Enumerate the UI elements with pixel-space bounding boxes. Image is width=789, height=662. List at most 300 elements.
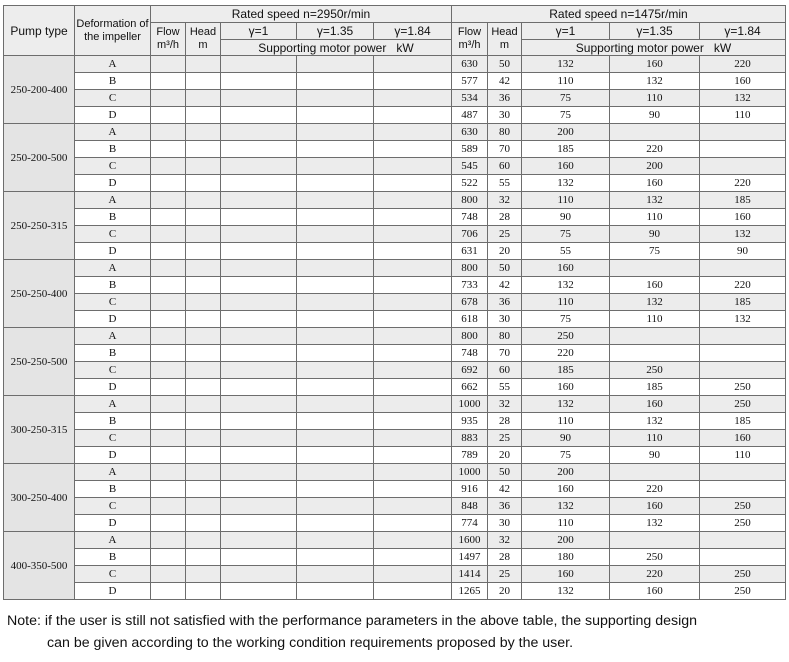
head-1475-cell: 80	[488, 124, 522, 141]
head-1475-cell: 32	[488, 192, 522, 209]
power-gamma-184-2950-cell	[374, 549, 452, 566]
power-gamma-135-1475-cell: 75	[610, 243, 700, 260]
deformation-cell: D	[75, 515, 151, 532]
power-gamma-1-1475-cell: 132	[522, 56, 610, 73]
flow-2950-cell	[151, 311, 186, 328]
deformation-cell: A	[75, 56, 151, 73]
flow-2950-cell	[151, 56, 186, 73]
power-gamma-1-1475-cell: 132	[522, 175, 610, 192]
power-gamma-1-1475-cell: 160	[522, 158, 610, 175]
table-row	[4, 515, 786, 532]
flow-2950-cell	[151, 583, 186, 600]
power-unit: kW	[396, 40, 414, 55]
rated-speed-label: Rated speed	[231, 7, 300, 21]
flow-1475-cell: 800	[452, 260, 488, 277]
head-2950-cell	[186, 447, 221, 464]
power-gamma-135-1475-cell	[610, 464, 700, 481]
head-2950-cell	[186, 56, 221, 73]
power-gamma-184-1475-cell	[700, 464, 786, 481]
power-gamma-135-1475-cell: 132	[610, 413, 700, 430]
deformation-cell: C	[75, 362, 151, 379]
deformation-cell: C	[75, 158, 151, 175]
power-gamma-1-1475-cell: 132	[522, 498, 610, 515]
table-row	[4, 294, 786, 311]
flow-1475-cell: 545	[452, 158, 488, 175]
power-gamma-1-2950-cell	[221, 73, 297, 90]
deformation-cell: C	[75, 90, 151, 107]
power-gamma-135-2950-cell	[297, 362, 374, 379]
supporting-power-label: Supporting motor power	[258, 40, 387, 55]
power-gamma-135-1475-cell: 160	[610, 56, 700, 73]
head-2950-cell	[186, 549, 221, 566]
table-row	[4, 345, 786, 362]
flow-1475-cell: 733	[452, 277, 488, 294]
flow-1475-cell: 916	[452, 481, 488, 498]
power-gamma-1-1475-cell: 160	[522, 566, 610, 583]
power-gamma-135-2950-cell	[297, 532, 374, 549]
power-gamma-135-2950-cell	[297, 56, 374, 73]
head-2950-cell	[186, 73, 221, 90]
flow-2950-cell	[151, 481, 186, 498]
head-label: Head	[189, 26, 217, 38]
power-gamma-1-1475-cell: 110	[522, 73, 610, 90]
power-gamma-135-1475-cell: 185	[610, 379, 700, 396]
power-gamma-184-2950-cell	[374, 566, 452, 583]
power-gamma-1-2950-cell	[221, 413, 297, 430]
power-gamma-184-2950-cell	[374, 56, 452, 73]
power-gamma-135-1475-cell: 110	[610, 90, 700, 107]
deformation-cell: B	[75, 277, 151, 294]
table-row	[4, 532, 786, 549]
head-1475-cell: 60	[488, 362, 522, 379]
power-gamma-184-1475-cell	[700, 124, 786, 141]
flow-1475-cell: 618	[452, 311, 488, 328]
head-2950-cell	[186, 141, 221, 158]
flow-2950-cell	[151, 209, 186, 226]
deformation-cell: C	[75, 430, 151, 447]
power-gamma-135-1475-cell: 90	[610, 447, 700, 464]
power-gamma-184-2950-cell	[374, 481, 452, 498]
power-gamma-1-1475-cell: 110	[522, 515, 610, 532]
power-gamma-1-2950-cell	[221, 566, 297, 583]
power-gamma-135-2950-cell	[297, 328, 374, 345]
power-gamma-184-2950-cell	[374, 175, 452, 192]
head-2950-cell	[186, 158, 221, 175]
head-2950-cell	[186, 328, 221, 345]
table-row	[4, 175, 786, 192]
power-gamma-1-2950-cell	[221, 90, 297, 107]
power-gamma-184-2950-cell	[374, 192, 452, 209]
table-row	[4, 56, 786, 73]
power-gamma-135-1475-cell: 220	[610, 141, 700, 158]
table-row	[4, 464, 786, 481]
deformation-cell: B	[75, 549, 151, 566]
power-gamma-184-1475-cell: 160	[700, 430, 786, 447]
power-gamma-184-1475-cell	[700, 260, 786, 277]
power-gamma-1-2950-cell	[221, 311, 297, 328]
power-gamma-184-2950-cell	[374, 447, 452, 464]
flow-1475-cell: 678	[452, 294, 488, 311]
power-gamma-1-1475-cell: 132	[522, 277, 610, 294]
deformation-cell: B	[75, 73, 151, 90]
power-gamma-184-2950-cell	[374, 90, 452, 107]
power-gamma-184-1475-cell: 250	[700, 379, 786, 396]
power-gamma-1-1475-cell: 90	[522, 209, 610, 226]
power-gamma-184-2950-cell	[374, 226, 452, 243]
head-1475-cell: 30	[488, 107, 522, 124]
power-gamma-135-2950-cell	[297, 311, 374, 328]
head-2950-cell	[186, 192, 221, 209]
footnote-line-1: Note: if the user is still not satisfied with the performance parameters in the above table, the supporting design	[7, 613, 698, 629]
head-2950-cell	[186, 430, 221, 447]
power-gamma-135-1475-cell: 250	[610, 549, 700, 566]
head-1475-cell: 20	[488, 583, 522, 600]
speed-value-2950: n=2950r/min	[303, 7, 371, 21]
head-2950-cell	[186, 277, 221, 294]
head-2950-cell	[186, 379, 221, 396]
footnote	[7, 610, 785, 654]
power-gamma-184-2950-cell	[374, 260, 452, 277]
table-row	[4, 192, 786, 209]
power-gamma-1-1475-cell: 220	[522, 345, 610, 362]
power-gamma-135-2950-cell	[297, 209, 374, 226]
flow-2950-cell	[151, 192, 186, 209]
deformation-cell: A	[75, 328, 151, 345]
table-row	[4, 90, 786, 107]
deformation-cell: A	[75, 464, 151, 481]
flow-1475-cell: 883	[452, 430, 488, 447]
header-rated-speed-1475	[452, 6, 786, 23]
flow-2950-cell	[151, 532, 186, 549]
head-2950-cell	[186, 226, 221, 243]
head-1475-cell: 32	[488, 532, 522, 549]
deformation-cell: D	[75, 447, 151, 464]
power-gamma-1-2950-cell	[221, 294, 297, 311]
flow-2950-cell	[151, 243, 186, 260]
head-1475-cell: 60	[488, 158, 522, 175]
power-gamma-135-1475-cell: 132	[610, 73, 700, 90]
power-gamma-184-2950-cell	[374, 328, 452, 345]
power-gamma-135-2950-cell	[297, 175, 374, 192]
power-gamma-135-1475-cell: 132	[610, 192, 700, 209]
power-gamma-1-1475-cell: 90	[522, 430, 610, 447]
head-2950-cell	[186, 583, 221, 600]
power-gamma-135-2950-cell	[297, 90, 374, 107]
power-gamma-184-2950-cell	[374, 583, 452, 600]
power-gamma-1-1475-cell: 75	[522, 311, 610, 328]
power-gamma-135-2950-cell	[297, 481, 374, 498]
header-pump-type: Pump type	[4, 6, 75, 56]
power-gamma-1-2950-cell	[221, 515, 297, 532]
deformation-cell: B	[75, 209, 151, 226]
power-gamma-1-1475-cell: 180	[522, 549, 610, 566]
power-gamma-184-2950-cell	[374, 277, 452, 294]
power-gamma-135-2950-cell	[297, 379, 374, 396]
header-supporting-power-2950	[221, 40, 452, 56]
power-gamma-1-1475-cell: 160	[522, 379, 610, 396]
deformation-cell: B	[75, 345, 151, 362]
header-supporting-power-1475	[522, 40, 786, 56]
header-head-2950	[186, 23, 221, 56]
power-gamma-1-2950-cell	[221, 481, 297, 498]
power-gamma-1-2950-cell	[221, 362, 297, 379]
head-1475-cell: 20	[488, 243, 522, 260]
deformation-cell: C	[75, 566, 151, 583]
deformation-cell: C	[75, 498, 151, 515]
power-gamma-135-1475-cell: 110	[610, 311, 700, 328]
flow-1475-cell: 706	[452, 226, 488, 243]
table-row	[4, 396, 786, 413]
power-gamma-135-2950-cell	[297, 141, 374, 158]
power-gamma-184-2950-cell	[374, 124, 452, 141]
power-gamma-184-1475-cell: 220	[700, 56, 786, 73]
table-row	[4, 413, 786, 430]
power-gamma-184-1475-cell	[700, 362, 786, 379]
power-gamma-184-1475-cell	[700, 345, 786, 362]
power-gamma-1-1475-cell: 200	[522, 464, 610, 481]
power-gamma-184-2950-cell	[374, 107, 452, 124]
table-row	[4, 124, 786, 141]
power-gamma-135-2950-cell	[297, 124, 374, 141]
power-gamma-184-1475-cell	[700, 549, 786, 566]
power-gamma-135-2950-cell	[297, 515, 374, 532]
table-row	[4, 311, 786, 328]
flow-1475-cell: 630	[452, 56, 488, 73]
deformation-cell: A	[75, 260, 151, 277]
flow-1475-cell: 1000	[452, 464, 488, 481]
head-1475-cell: 50	[488, 260, 522, 277]
power-gamma-184-1475-cell: 185	[700, 413, 786, 430]
power-gamma-135-2950-cell	[297, 192, 374, 209]
power-gamma-135-1475-cell: 160	[610, 498, 700, 515]
power-gamma-184-1475-cell: 110	[700, 107, 786, 124]
power-gamma-1-1475-cell: 160	[522, 260, 610, 277]
flow-2950-cell	[151, 345, 186, 362]
power-gamma-184-2950-cell	[374, 311, 452, 328]
power-gamma-135-1475-cell: 250	[610, 362, 700, 379]
power-gamma-135-2950-cell	[297, 277, 374, 294]
head-1475-cell: 80	[488, 328, 522, 345]
power-gamma-184-2950-cell	[374, 158, 452, 175]
header-deformation: Deformation of the impeller	[75, 6, 151, 56]
power-gamma-184-1475-cell	[700, 532, 786, 549]
power-gamma-184-1475-cell: 220	[700, 277, 786, 294]
power-gamma-184-2950-cell	[374, 379, 452, 396]
header-head-1475	[488, 23, 522, 56]
deformation-cell: D	[75, 311, 151, 328]
power-gamma-184-1475-cell: 110	[700, 447, 786, 464]
flow-2950-cell	[151, 141, 186, 158]
flow-2950-cell	[151, 124, 186, 141]
flow-1475-cell: 577	[452, 73, 488, 90]
footnote-line-2: can be given according to the working condition requirements proposed by the user.	[47, 635, 574, 651]
power-gamma-184-1475-cell: 220	[700, 175, 786, 192]
head-2950-cell	[186, 515, 221, 532]
header-gamma-1-1475: γ=1	[522, 23, 610, 40]
head-unit: m	[198, 39, 208, 51]
table-row	[4, 260, 786, 277]
head-2950-cell	[186, 413, 221, 430]
power-gamma-184-1475-cell	[700, 158, 786, 175]
power-gamma-184-2950-cell	[374, 515, 452, 532]
power-gamma-135-2950-cell	[297, 413, 374, 430]
power-gamma-135-1475-cell: 132	[610, 515, 700, 532]
power-gamma-184-1475-cell	[700, 141, 786, 158]
flow-label: Flow	[156, 26, 180, 38]
power-gamma-135-2950-cell	[297, 158, 374, 175]
table-row	[4, 498, 786, 515]
pump-type-cell: 300-250-315	[4, 396, 75, 464]
header-gamma-135-2950: γ=1.35	[297, 23, 374, 40]
power-gamma-1-1475-cell: 75	[522, 447, 610, 464]
deformation-cell: D	[75, 379, 151, 396]
deformation-cell: D	[75, 243, 151, 260]
power-gamma-184-2950-cell	[374, 345, 452, 362]
flow-1475-cell: 1497	[452, 549, 488, 566]
table-row	[4, 583, 786, 600]
power-gamma-184-1475-cell: 250	[700, 396, 786, 413]
flow-1475-cell: 774	[452, 515, 488, 532]
power-gamma-135-1475-cell	[610, 124, 700, 141]
flow-2950-cell	[151, 260, 186, 277]
power-gamma-135-2950-cell	[297, 498, 374, 515]
head-2950-cell	[186, 311, 221, 328]
pump-type-cell: 250-250-315	[4, 192, 75, 260]
table-row	[4, 481, 786, 498]
flow-2950-cell	[151, 175, 186, 192]
power-gamma-184-2950-cell	[374, 73, 452, 90]
power-gamma-1-1475-cell: 132	[522, 396, 610, 413]
power-gamma-135-2950-cell	[297, 549, 374, 566]
head-2950-cell	[186, 498, 221, 515]
power-gamma-184-2950-cell	[374, 141, 452, 158]
power-gamma-135-2950-cell	[297, 396, 374, 413]
table-row	[4, 566, 786, 583]
power-gamma-135-2950-cell	[297, 73, 374, 90]
flow-1475-cell: 748	[452, 345, 488, 362]
table-row	[4, 430, 786, 447]
power-gamma-1-2950-cell	[221, 141, 297, 158]
power-gamma-135-2950-cell	[297, 107, 374, 124]
deformation-cell: D	[75, 583, 151, 600]
deformation-cell: B	[75, 413, 151, 430]
head-1475-cell: 70	[488, 141, 522, 158]
table-header	[4, 6, 786, 56]
flow-1475-cell: 800	[452, 328, 488, 345]
head-1475-cell: 25	[488, 430, 522, 447]
head-1475-cell: 25	[488, 566, 522, 583]
deformation-cell: C	[75, 294, 151, 311]
power-gamma-135-2950-cell	[297, 464, 374, 481]
head-1475-cell: 36	[488, 294, 522, 311]
power-gamma-184-2950-cell	[374, 498, 452, 515]
power-gamma-184-2950-cell	[374, 243, 452, 260]
power-gamma-1-2950-cell	[221, 226, 297, 243]
power-gamma-1-2950-cell	[221, 124, 297, 141]
pump-type-cell: 400-350-500	[4, 532, 75, 600]
power-gamma-135-1475-cell	[610, 328, 700, 345]
power-gamma-1-2950-cell	[221, 396, 297, 413]
deformation-cell: A	[75, 124, 151, 141]
power-gamma-184-1475-cell: 90	[700, 243, 786, 260]
head-2950-cell	[186, 209, 221, 226]
flow-1475-cell: 800	[452, 192, 488, 209]
head-2950-cell	[186, 566, 221, 583]
rated-speed-label: Rated speed	[549, 7, 618, 21]
head-2950-cell	[186, 362, 221, 379]
head-unit: m	[499, 39, 510, 51]
power-gamma-1-2950-cell	[221, 158, 297, 175]
power-gamma-184-1475-cell: 250	[700, 583, 786, 600]
table-row	[4, 549, 786, 566]
deformation-cell: A	[75, 396, 151, 413]
head-1475-cell: 28	[488, 549, 522, 566]
head-1475-cell: 30	[488, 515, 522, 532]
power-gamma-1-2950-cell	[221, 56, 297, 73]
head-2950-cell	[186, 481, 221, 498]
power-gamma-1-2950-cell	[221, 498, 297, 515]
header-flow-1475	[452, 23, 488, 56]
flow-1475-cell: 631	[452, 243, 488, 260]
power-gamma-184-1475-cell: 250	[700, 566, 786, 583]
table-body	[4, 56, 786, 600]
head-1475-cell: 36	[488, 498, 522, 515]
power-gamma-1-1475-cell: 185	[522, 141, 610, 158]
header-flow-2950	[151, 23, 186, 56]
power-gamma-135-1475-cell	[610, 260, 700, 277]
power-gamma-184-1475-cell: 250	[700, 515, 786, 532]
power-gamma-135-2950-cell	[297, 294, 374, 311]
power-gamma-1-1475-cell: 185	[522, 362, 610, 379]
flow-2950-cell	[151, 226, 186, 243]
power-gamma-1-2950-cell	[221, 209, 297, 226]
power-gamma-135-1475-cell: 160	[610, 583, 700, 600]
header-gamma-1-2950: γ=1	[221, 23, 297, 40]
table-row	[4, 277, 786, 294]
power-gamma-1-1475-cell: 200	[522, 124, 610, 141]
power-gamma-1-2950-cell	[221, 430, 297, 447]
flow-2950-cell	[151, 566, 186, 583]
power-gamma-184-2950-cell	[374, 464, 452, 481]
power-gamma-184-1475-cell	[700, 481, 786, 498]
flow-1475-cell: 1414	[452, 566, 488, 583]
flow-2950-cell	[151, 73, 186, 90]
head-1475-cell: 20	[488, 447, 522, 464]
power-gamma-135-1475-cell	[610, 345, 700, 362]
pump-type-cell: 250-250-500	[4, 328, 75, 396]
power-gamma-1-1475-cell: 110	[522, 413, 610, 430]
flow-2950-cell	[151, 396, 186, 413]
flow-1475-cell: 848	[452, 498, 488, 515]
power-gamma-184-2950-cell	[374, 430, 452, 447]
power-gamma-135-1475-cell: 160	[610, 396, 700, 413]
flow-1475-cell: 589	[452, 141, 488, 158]
head-1475-cell: 32	[488, 396, 522, 413]
pump-type-cell: 300-250-400	[4, 464, 75, 532]
flow-2950-cell	[151, 107, 186, 124]
flow-1475-cell: 630	[452, 124, 488, 141]
header-gamma-184-1475: γ=1.84	[700, 23, 786, 40]
flow-1475-cell: 522	[452, 175, 488, 192]
flow-label: Flow	[457, 26, 482, 38]
power-gamma-1-1475-cell: 160	[522, 481, 610, 498]
deformation-cell: A	[75, 532, 151, 549]
power-gamma-135-1475-cell: 220	[610, 481, 700, 498]
head-1475-cell: 55	[488, 175, 522, 192]
head-2950-cell	[186, 243, 221, 260]
power-gamma-135-1475-cell: 110	[610, 209, 700, 226]
head-1475-cell: 36	[488, 90, 522, 107]
